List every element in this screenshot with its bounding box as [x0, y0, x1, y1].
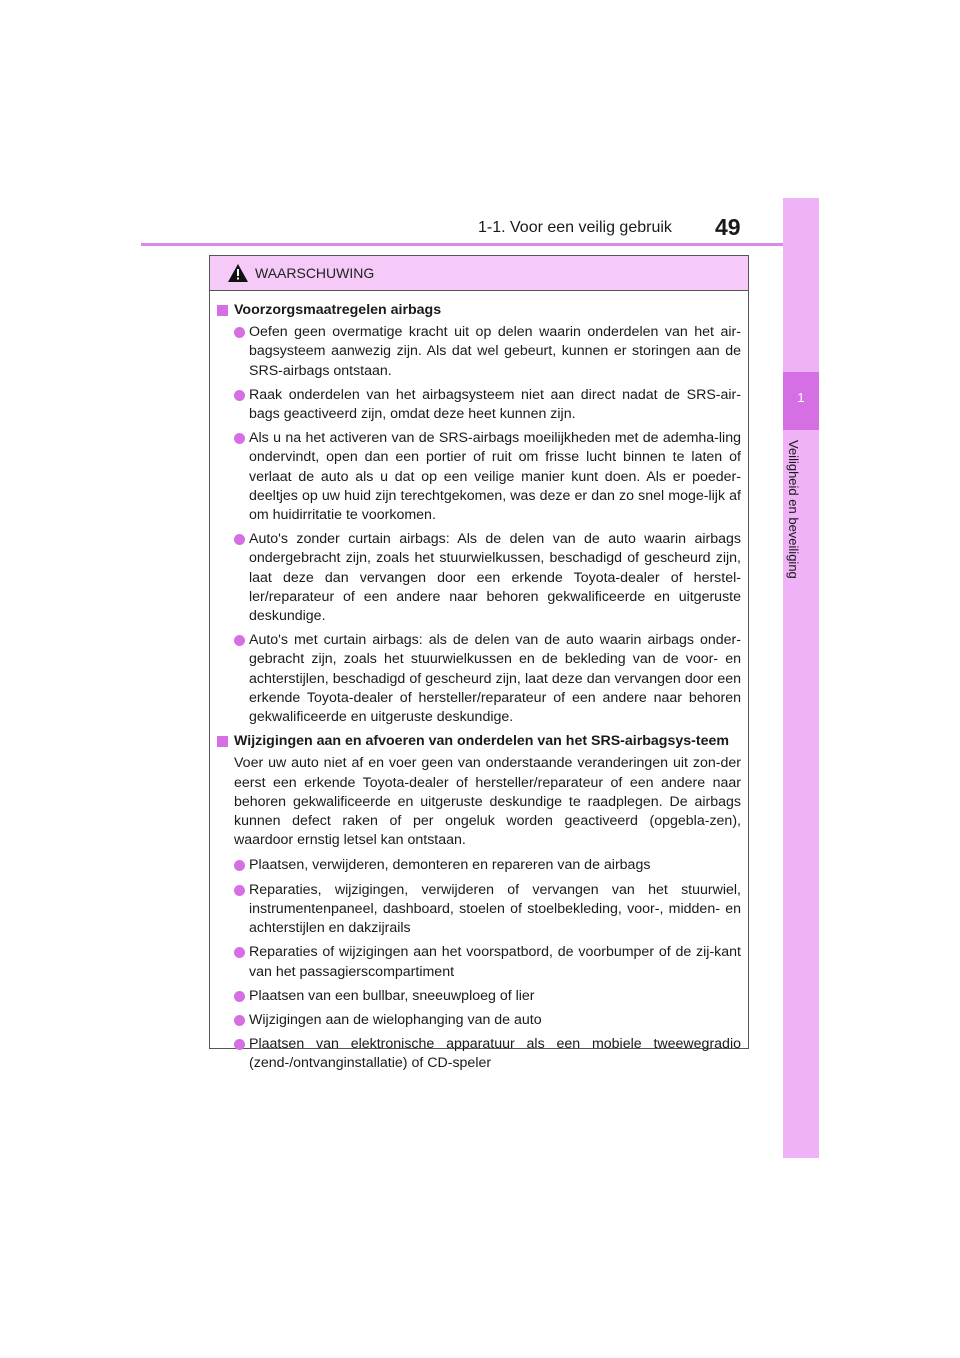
section-intro: Voer uw auto niet af en voer geen van onderstaande veranderingen uit zon-der eerst een erkende Toyota-dealer of hersteller/reparateur of een andere naar behoren gekwalificeerde en uitgeruste deskundige te raadplegen. De airbags kunnen defect raken of per ongeluk worden geactiveerd (opgebla-zen), waardoor ernstig letsel kan ontstaan.: [234, 755, 741, 849]
list-item: Als u na het activeren van de SRS-airbags moeilijkheden met de ademha-ling ondervindt, open dan een portier of ruit om frisse lucht binnen te laten of verlaat de auto als u dat op een veilige manier kunt doen. Als er poeder-deeltjes op uw huid zijn terechtgekomen, was deze er dan zo snel moge-lijk af om huidirritatie te voorkomen.: [217, 429, 741, 525]
bullet-dot-icon: [234, 1039, 245, 1050]
bullet-dot-icon: [234, 635, 245, 646]
chapter-title: Veiligheid en beveiliging: [786, 440, 801, 579]
bullet-dot-icon: [234, 991, 245, 1002]
chapter-number: 1: [797, 390, 805, 405]
warning-title: WAARSCHUWING: [255, 265, 375, 281]
bullet-dot-icon: [234, 860, 245, 871]
bullet-dot-icon: [234, 433, 245, 444]
warning-body: [210, 291, 748, 1074]
list-item: Wijzigingen aan de wielophanging van de auto: [217, 1011, 741, 1030]
list-item: Auto's zonder curtain airbags: Als de delen van de auto waarin airbags ondergebracht zijn, zoals het stuurwielkussen, beschadigd of gescheurd zijn, laat deze dan vervangen door een erkende Toyota-dealer of herstel-ler/reparateur of een andere naar behoren gekwalificeerde en uitgeruste deskundige.: [217, 530, 741, 626]
list-item: Oefen geen overmatige kracht uit op delen waarin onderdelen van het air-bagsysteem aanwezig zijn. Als dat wel gebeurt, kunnen er storingen aan de SRS-airbags ontstaan.: [217, 323, 741, 381]
warning-triangle-icon: [228, 264, 248, 282]
bullet-dot-icon: [234, 390, 245, 401]
bullet-dot-icon: [234, 1015, 245, 1026]
list-item: Plaatsen van elektronische apparatuur als een mobiele tweewegradio (zend-/ontvanginstallatie) of CD-speler: [217, 1035, 741, 1073]
bullet-dot-icon: [234, 534, 245, 545]
warning-box: [209, 255, 749, 1072]
bullet-dot-icon: [234, 885, 245, 896]
list-item: Reparaties, wijzigingen, verwijderen of vervangen van het stuurwiel, instrumentenpaneel, dashboard, stoelen of stoelbekleding, voor-, midden- en achterstijlen en dakzijrails: [217, 881, 741, 939]
list-item: Auto's met curtain airbags: als de delen van de auto waarin airbags onder-gebracht zijn, zoals het stuurwielkussen en de bekleding van de voor- en achterstijlen, beschadigd of gescheurd zijn, laat deze dan vervangen door een erkende Toyota-dealer of hersteller/reparateur of een andere naar behoren gekwalificeerde en uitgeruste deskundige.: [217, 631, 741, 727]
header-title: 1-1. Voor een veilig gebruik: [478, 219, 672, 236]
list-item: Plaatsen van een bullbar, sneeuwploeg of lier: [217, 987, 741, 1006]
list-item: Raak onderdelen van het airbagsysteem niet aan direct nadat de SRS-air-bags geactiveerd zijn, omdat deze heet kunnen zijn.: [217, 386, 741, 424]
bullet-dot-icon: [234, 327, 245, 338]
section-heading: Voorzorgsmaatregelen airbags: [217, 301, 741, 320]
section-heading: Wijzigingen aan en afvoeren van onderdelen van het SRS-airbagsys-teem: [217, 732, 741, 751]
page-number: 49: [715, 214, 741, 240]
square-bullet-icon: [217, 736, 228, 747]
list-item: Reparaties of wijzigingen aan het voorspatbord, de voorbumper of de zij-kant van het passagierscompartiment: [217, 943, 741, 981]
warning-header: [210, 256, 748, 291]
bullet-dot-icon: [234, 947, 245, 958]
list-item: Plaatsen, verwijderen, demonteren en repareren van de airbags: [217, 856, 741, 875]
header-divider: [141, 243, 819, 246]
square-bullet-icon: [217, 305, 228, 316]
chapter-side-tab: [783, 198, 819, 1158]
